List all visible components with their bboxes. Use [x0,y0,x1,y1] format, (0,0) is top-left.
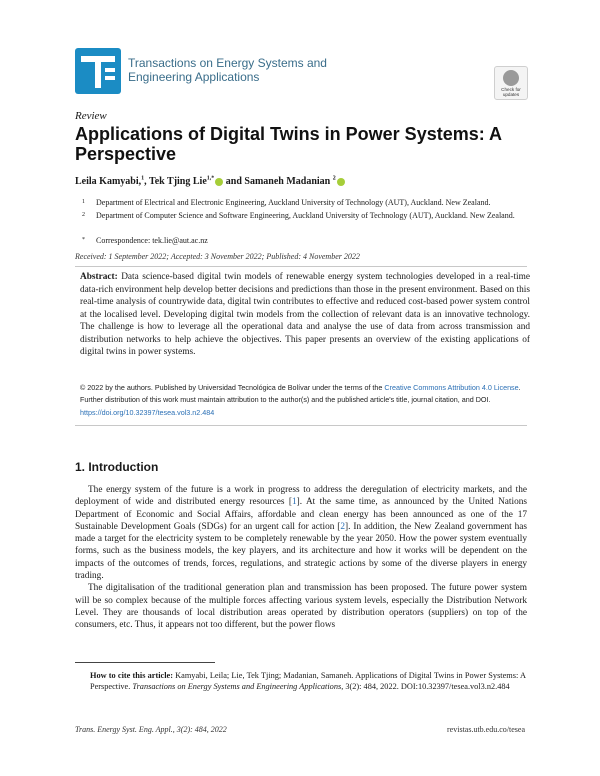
cite-label: How to cite this article: [90,671,173,680]
author-list: Leila Kamyabi,$^1$, Tek Tjing Lie$^{1,*}$ and Samaneh Madanian $^2$ [75,176,345,187]
cite-text: Kamyabi, Leila; Lie, Tek Tjing; Madanian, Samaneh. Applications of Digital Twins in Power Systems: A Perspective. [90,671,527,691]
paragraph-text: ]. In addition, the New Zealand government has made a target for the electricity system to be completely renewable by the year 2050. How the power system eventually forms, such as the business models, the key players, and its architecture and how it works will be dependent on the impacts of the outcomes of trends, forces, regulations, and strategic actions by some of the diverse players in energy trading. [75,521,527,582]
check-updates-icon [503,70,519,86]
license-statement [80,382,530,419]
orcid-icon[interactable] [337,178,345,186]
affiliation [82,210,532,221]
paragraph-text: The energy system of the future is a work in progress to address the deregulation of electricity markets, and the deployment of wide and distributed energy resources [ [75,485,527,508]
author-affiliation-mark: 1 [141,175,145,182]
cite-journal: Transactions on Energy Systems and Engineering Applications [132,682,342,691]
footer-citation: Trans. Energy Syst. Eng. Appl., 3(2): 484, 2022 [75,725,227,734]
correspondence-text: Correspondence: tek.lie@aut.ac.nz [96,236,208,245]
divider [75,266,527,267]
author-affiliation-mark: 2 [332,175,336,182]
license-text: . Further distribution of this work must maintain attribution to the author(s) and the published article's title, journal citation, and DOI. [80,383,521,405]
article-title: Applications of Digital Twins in Power Systems: A Perspective [75,124,502,164]
author-name: Leila Kamyabi, [75,176,142,187]
section-heading: 1. Introduction [75,460,159,474]
check-updates-line2: updates [502,92,520,97]
footer-url[interactable]: revistas.utb.edu.co/tesea [447,725,525,734]
author-name: Tek Tjing Lie [148,176,207,187]
paragraph-text: ]. At the same time, as announced by the United Nations Department of Economic and Social Affairs, affordable and clean energy has been announced as one of the 17 Sustainable Development Goals (SDGs) for an urgent call for action [ [75,497,527,532]
affiliation [82,235,532,246]
journal-name-line1: Transactions on Energy Systems and [128,56,327,70]
reference-link[interactable]: 2 [340,521,346,532]
license-link[interactable]: Creative Commons Attribution 4.0 License [384,383,519,392]
affiliation-mark: * [82,237,85,243]
author-name: and Samaneh Madanian [225,176,331,187]
license-text: © 2022 by the authors. Published by Universidad Tecnológica de Bolívar under the terms of the [80,383,385,392]
article-type: Review [75,110,107,122]
reference-link[interactable]: 1 [291,497,297,508]
paragraph: The digitalisation of the traditional generation plan and transmission has been proposed. The future power system will be so complex because of the multiple forces affecting various system levels, especially the Distribution Network Level. They are thousands of local distribution areas operated by distribution operators (suppliers) on top of the consumers, etc. Thus, it appears not too different, but the power flows [75,583,527,631]
paragraph [75,484,527,582]
affiliation-text: Department of Computer Science and Software Engineering, Auckland University of Technology (AUT), Auckland. New Zealand. [96,211,515,220]
abstract-label: Abstract: [80,272,118,282]
check-for-updates-badge[interactable] [494,66,528,100]
affiliation-mark: 2 [82,212,85,218]
divider [75,425,527,426]
journal-logo [75,48,121,94]
affiliation-text: Department of Electrical and Electronic Engineering, Auckland University of Technology (AUT), Auckland. New Zealand. [96,198,491,207]
publication-dates: Received: 1 September 2022; Accepted: 3 November 2022; Published: 4 November 2022 [75,252,360,261]
how-to-cite [90,670,526,692]
journal-name-line2: Engineering Applications [128,70,260,84]
orcid-icon[interactable] [215,178,223,186]
doi-link[interactable]: https://doi.org/10.32397/tesea.vol3.n2.484 [80,407,215,417]
author-affiliation-mark: 1,* [206,175,215,182]
section-body [75,484,527,632]
abstract-text: Data science-based digital twin models of renewable energy system technologies developed in a real-time data-rich environment help develop better decisions and predictions than those in the present environment. Based on this real-time analysis of countrywide data, digital twin contributes to effective and reduced cost-based power system control at the localised level. Developing digital twin models from the collection of relevant data is an innovative technology. The challenge is how to leverage all the operational data and analyse the use of data from across transmission and distribution networks to help achieve the objectives. This paper presents an overview of the existing applications of digital twins in power systems. [80,272,530,357]
footnote-divider [75,662,215,663]
abstract [80,271,530,359]
affiliation [82,197,532,208]
check-updates-line1: Check for [501,87,521,92]
cite-text: , 3(2): 484, 2022. DOI:10.32397/tesea.vol3.n2.484 [341,682,510,691]
journal-name [128,56,327,84]
affiliation-mark: 1 [82,199,85,205]
